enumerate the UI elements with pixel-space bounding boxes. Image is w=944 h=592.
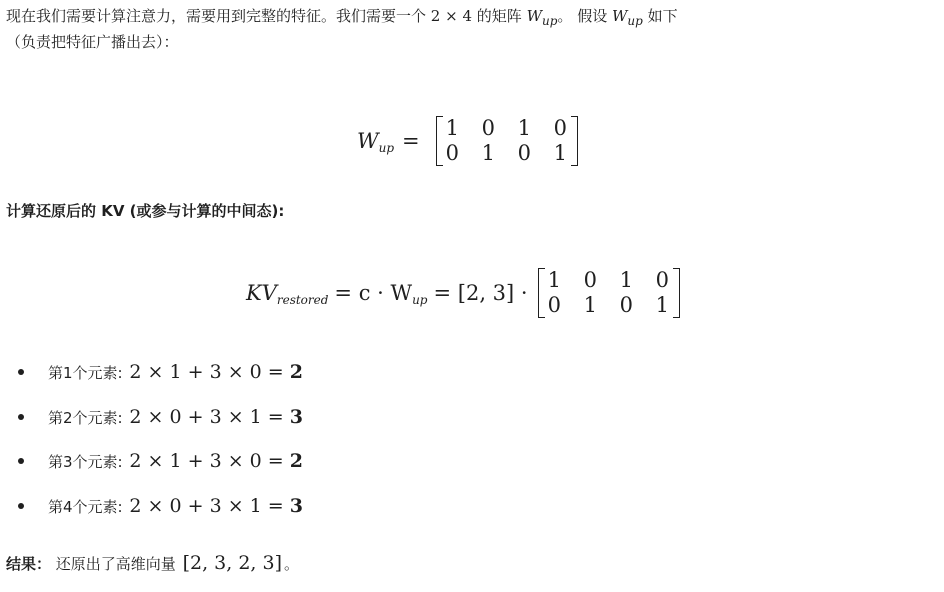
bullet-dot-icon xyxy=(18,414,24,420)
eq1-equals: = xyxy=(402,129,420,153)
intro-text-a: 现在我们需要计算注意力，需要用到完整的特征。我们需要一个 xyxy=(6,7,427,25)
result-text-a: 还原出了高维向量 xyxy=(55,555,176,573)
list-item: 第3个元素: 2 × 1 + 3 × 0 = 2 xyxy=(6,446,303,491)
eq1-matrix-row-1: 0 1 0 1 xyxy=(445,141,567,165)
eq2-matrix-row-0: 1 0 1 0 xyxy=(547,268,669,292)
result-vector: [2, 3, 2, 3] xyxy=(182,552,283,574)
eq1-lhs: $W_{up}$ xyxy=(357,129,395,155)
bullet-dot-icon xyxy=(18,458,24,464)
equation-w-up xyxy=(357,116,578,166)
intro-w-symbol-2: $W_{up}$ xyxy=(611,7,643,28)
intro-line2: （负责把特征广播出去）： xyxy=(6,33,179,51)
eq2-matrix xyxy=(538,268,680,318)
eq2-matrix-row-1: 0 1 0 1 xyxy=(547,293,669,317)
result-text-b: 。 xyxy=(284,555,300,573)
eq2-lhs: $KV_{restored}$ xyxy=(246,281,329,307)
intro-paragraph xyxy=(6,3,936,55)
eq1-matrix xyxy=(436,116,578,166)
intro-w-symbol: $W_{up}$ xyxy=(526,7,558,28)
list-item: 第4个元素: 2 × 0 + 3 × 1 = 3 xyxy=(6,491,303,536)
intro-text-d: 如下 xyxy=(647,7,678,25)
eq2-middle: = $c \cdot W_{up}$ xyxy=(334,281,428,307)
result-label: 结果： xyxy=(6,555,52,573)
intro-dim: 2 × 4 xyxy=(430,7,472,25)
intro-text-c: 。 假设 xyxy=(557,7,608,25)
document-body xyxy=(6,0,936,55)
result-line xyxy=(6,548,299,579)
intro-text-b: 的矩阵 xyxy=(476,7,522,25)
bullet-dot-icon xyxy=(18,369,24,375)
list-item: 第2个元素: 2 × 0 + 3 × 1 = 3 xyxy=(6,402,303,447)
list-item: 第1个元素: 2 × 1 + 3 × 0 = 2 xyxy=(6,357,303,402)
bullet-dot-icon xyxy=(18,503,24,509)
section-heading: 计算还原后的 KV (或参与计算的中间态): xyxy=(6,202,285,220)
equation-kv-restored xyxy=(246,268,680,318)
eq1-matrix-row-0: 1 0 1 0 xyxy=(445,116,567,140)
element-list xyxy=(6,357,303,535)
eq2-tail: = [2, 3] · xyxy=(433,281,528,305)
